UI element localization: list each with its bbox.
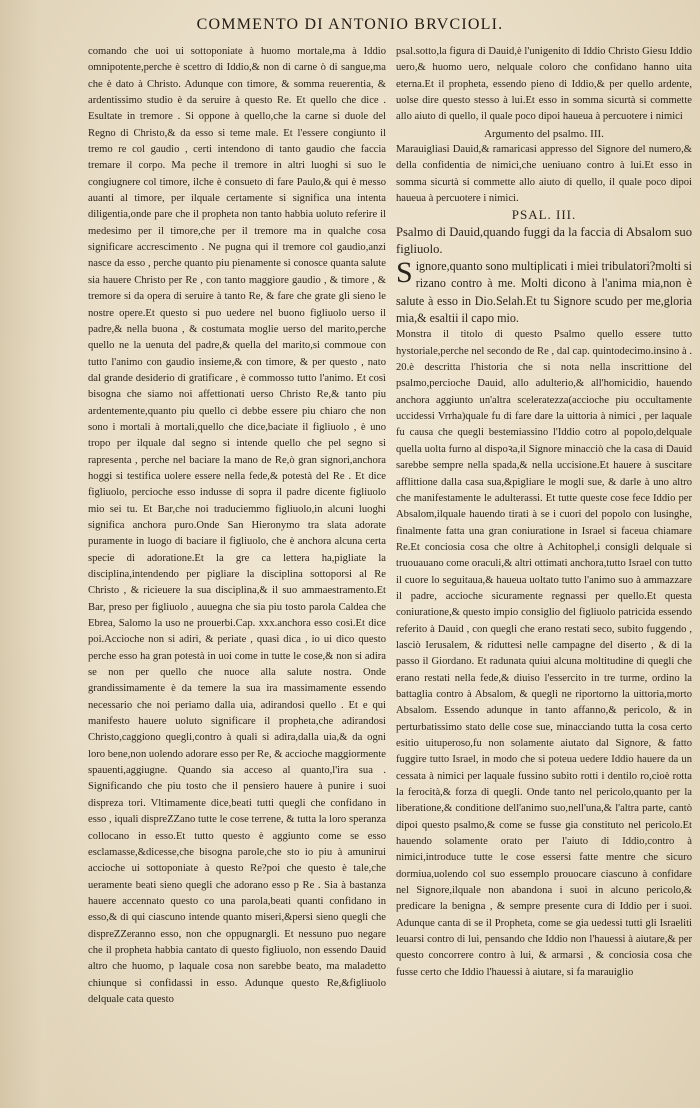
argument-text: Marauigliasi Dauid,& ramaricasi appresso del Signore del numero,& della confidentia de nimici,che ueniuano contro à lui.Et esso in somma sicurtà si commette allo aiuto di quello, il quale poco dipoi haueua à percuotere i nimici. — [396, 144, 692, 205]
right-column-intro: psal.sotto,la figura di Dauid,è l'unigenito di Iddio Christo Giesu Iddio uero,& huomo uero, nelquale coloro che confidano hanno uita eterna.Et il propheta, essendo pieno di Iddio,& per quello ardente, uolse dire questo stesso à lui.Et esso in somma sicurtà si commette allo aiuto di quello, il quale poco dipoi haueua à percuotere i nimici — [396, 46, 692, 123]
drop-cap-letter: S — [396, 255, 413, 289]
left-column-text: comando che uoi ui sottoponiate à huomo mortale,ma à Iddio omnipotente,perche è scettro di Iddio,& non di carne ò di sangue,ma che è dato à Christo. Adunque con timore, & somma reuerentia, & ardentissimo studio è da seruire à questo Re. Et quello che dice . Esultate in tremore . Si oppone à quello,che la carne si duole del Regno di Christo,& da esso si teme male. Et l'essere congiunto il tremo re col gaudio , certi intendono di tanto gaudio che faccia tremare il corpo. Ma peche il tremore in altri luoghi si suo le congiugnere col timore, ilche è consueto di fare Paulo,& qui è messo auanti al timore, per ilquale certamente si significa una intenta diligentia,onde pare che il propheta non tanto habbia uoluto referire il medesimo per il timore,che per il tremore ma in qualche cosa significare accrescimento . Ne pugna qui il tremore col gaudio,anzi nasce da esso , perche quanto piu pienamente si conosce quanta salute sia hauere Christo per Re , con tanto maggiore gaudio , & timore , & tremore si da opera di seruire à tanto Re, & fare che grate gli sieno le nostre opere.Et questo si puo uedere nel buono figliuolo uerso il padre,& nella buona , & costumata moglie uerso del marito,perche quello ne la uenuta del padre,& quella del marito,si commoue con tutto l'animo con gaudio insieme,& con timore, & per questo , nato dal grande desiderio di gratificare , è commosso tutto l'animo. Et così bisogna che siamo noi affettionati uerso Christo Re,& tanto piu ardentemente,quanto piu quello ci debbe essere piu chiaro che non sono i mortali à mortali,quello che dice,baciate il figliuolo , è uno tropo per ilquale dal segno si intende quello che pel segno si rapresenta , perche nel baciare la mano de Re,ò gran signori,anchora hoggi si testifica uolere essere nella fede,& potestà del Re . Et dice figliuolo, percioche esso indusse di sopra il padre dicente figliuolo mio sei tu. Et Bar,che noi traduciemmo figliuolo,in alcuni luoghi significa anchora puro.Onde San Hieronymo tra slata adorate puramente in luogo di baciare il figliuolo, che è anchora alcuna certa specie di adoratione.Et la gre ca lettera ha,pigliate la disciplina,intendendo per pigliare la disciplina sottoporsi al Re Christo , & ricieuere la sua disciplina,& il suo ammaestramento.Et Bar, preso per figliuolo , auuegna che sia piu tosto parola Caldea che Ebrea, Salomo la uso ne prouerbi.Cap. xxx.anchora esso così.Et dice poi.Accioche non si adiri, & periate , quasi dica , io ui dico questo perche esso ha gran potestà in uoi come in tutte le cose,& non si adira se non per quello che nuoce alla salute nostra. Onde grandissimamente è da temere la sua ira massimamente essendo necessario che noi periamo dalla uia, adirandosi quello . Et e qui manifesto hauere uoluto significare il propheta,che adirandosi Christo,caggiono quegli,contro à quali si adira,dalla uia,& da ogni loro bene,non uolendo adorare esso per Re, & accioche maggiormente spauenti,aggiugne. Quando sia acceso al quanto,l'ira sua . Significando che piu tosto che il pensiero hauere à punire i suoi dispreza tori. Vltimamente dice,beati tutti quegli che confidano in esso , iquali dispreZZano tutte le cose terrene, & tutta la loro speranza collocano in esso.Et tutto questo è aggiunto come se esso esclamasse,&dicesse,che bisogna parole,che sto io piu à amunirui accioche ui sottoponiate à questo Re?poi che questo è tale,che ueramente beati sieno quegli che adorano esso p Re . Sia à bastanza hauere accennato questo co una parola,beati quanti confidano in esso,& di qui ciascuno intende quanto miseri,&persi sieno quegli che dispreZZeranno esso, non che oppugnargli. Et nessuno puo negare che il propheta habbia cantato di questo figliuolo, non essendo Dauid altro che huomo, p laquale cosa non sarebbe beato, ma maladetto chiunque si confidassi in esso. Adunque questo Re,&figliuolo delquale cata questo — [88, 46, 386, 1005]
psalm-number: PSAL. III. — [511, 207, 577, 223]
psalm-verse-text: ignore,quanto sono multiplicati i miei tribulatori?molti si rizano contro à me. Molti dicono à l'anima mia,non è salute à esso in Dio.Selah.Et tu Signore scudo per me,gloria mia,& esaltii il capo mio. — [396, 258, 692, 325]
page-gutter-shadow — [0, 0, 70, 1108]
left-column — [88, 44, 386, 1008]
psalm-verse — [396, 255, 692, 328]
right-column — [396, 44, 692, 981]
argument-title: Argumento del psalmo. III. — [484, 127, 604, 140]
psalm-heading: Psalmo di Dauid,quando fuggi da la faccia di Absalom suo figliuolo. — [396, 224, 692, 256]
running-header: COMMENTO DI ANTONIO BRVCIOLI. — [196, 16, 504, 33]
psalm-commentary: Monstra il titolo di questo Psalmo quello essere tutto hystoriale,perche nel secondo de Re , dal cap. quintodecimo.insino à . 20.è descritta l'historia che si nota nella inscrittione del psalmo,percioche Dauid, allo adulterio,& all'homicidio, hauendo anchora aggiunto un'altra sceleratezza(accioche piu occultamente uccidessi Vrrha)quale fu di fare dare la uittoria à nimici , per laquale fu causa che quegli bestemiassino l'Iddio cotro al popolo,delquale quella uolta furno al dispoꝛa,il Signore minacciò che la casa di Dauid sarebbe sempre nella spada,& nella uccisione.Et hauere à suscitare afflittione dalla casa sua,&pigliare le mogli sue, & darle à uno altro che manifestamente le adulterassi. Et tutte queste cose fece Iddio per Absalom,ilquale hauendo tirati à se i cuori del popolo con lusinghe, finalmente fatta una gran coniuratione in Israel si faceua chiamare Re.Et conciosia cosa che oltre à Achitophel,i consigli delquale si truouauano come oraculi,& altri ottimati anchora,tutto Israel con tutto il cuore lo seguitaua,& haueua uoltato tutto l'animo suo à ammazzare il padre, accioche sicuramente regnassi per quello.Et questa coniuratione,& questo impio consiglio del figliuolo patricida essendo referito à Dauid , con quegli che erano restati seco, subito fuggendo , lasciò Ierusalem, & riduttesi nelle campagne del diserto , & di la passo il Giordano. Et radunata quiui alcuna moltitudine di quegli che erano restati nella fede,& diuiso l'essercito in tre turme, ordino la battaglia contro à Absalom, & quegli ne riportorno la uittoria,morto Absalom. Essendo adunque in tanto affanno,& pericolo, & in perturbatissimo stato delle cose sue, minacciando tutta la cosa certo esitio uituperoso,fu non solamente aiutato dal Signore, & fatto fuggire tutto Israel, in modo che si poteua uedere Iddio hauere da un cessata à nimici per laquale fussino subito rotti i dentilo ro,cioè rotta la ferocità,& forza di quegli. Onde tanto nel pericolo,quanto per la liberatione,& conditione dell'animo suo,nell'una,& l'altra parte, cantò dipoi questo psalmo,& come se fusse gia constituto nel pericolo.Et hauendo solamente orato per l'aiuto di Iddio,contro à nimici,introduce tutte le cose essersi fatte mentre che sicuro dormiua,uolendo col suo essemplo prouocare ciascuno à confidare nel Signore,ilquale non abandona i suoi in alcuno pericolo,& predicare la benigna , & sempre presente cura di Iddio per i suoi. Adunque canta di se il Propheta, come se gia uedessi tutti gli Israeliti leuarsi contro di lui, pensando che Iddio non l'hauessi à aiutare,& per questo concorrere contro à lui, & armarsi , & conciosia cosa che fusse certo che Iddio l'hauessi à aiutare, si fa marauiglio — [396, 329, 692, 978]
